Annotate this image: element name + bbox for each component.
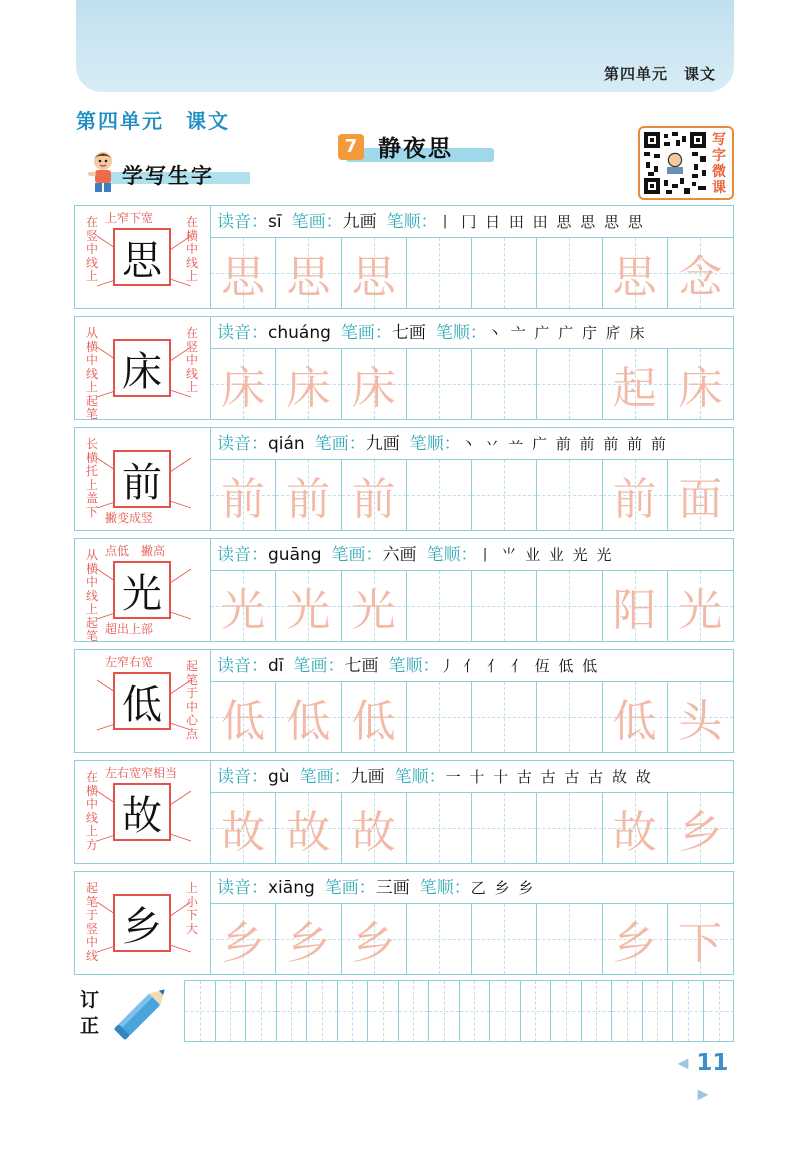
stroke-order-label: 笔顺： <box>409 434 461 454</box>
practice-cell[interactable] <box>603 238 668 308</box>
practice-cell[interactable] <box>603 682 668 752</box>
char-info-bar <box>211 539 733 571</box>
practice-cell[interactable] <box>668 682 733 752</box>
stroke-tip: 超出上部 <box>105 622 154 636</box>
model-character: 床 <box>113 339 171 397</box>
practice-cell[interactable] <box>472 793 537 863</box>
stroke-count-label: 笔画： <box>291 212 343 232</box>
char-row-2 <box>74 316 734 420</box>
practice-cell[interactable] <box>276 571 341 641</box>
stroke-order-label: 笔顺： <box>435 323 487 343</box>
pinyin-value: gù <box>268 767 290 787</box>
practice-cell[interactable] <box>537 793 602 863</box>
practice-cell[interactable] <box>407 460 472 530</box>
trace-character: 下 <box>678 918 723 969</box>
page-number: 11 <box>696 1050 729 1076</box>
reading-label: 读音： <box>217 434 268 454</box>
stroke-order-value: 丿 亻 亻 亻 仾 低 低 <box>439 657 600 675</box>
stroke-tip: 在横中线上方 <box>85 770 98 852</box>
stroke-order-label: 笔顺： <box>419 878 471 898</box>
practice-cell[interactable] <box>537 460 602 530</box>
char-info-bar <box>211 872 733 904</box>
qr-label: 写字微课 <box>712 132 726 196</box>
stroke-order-label: 笔顺： <box>394 767 446 787</box>
char-model-cell <box>75 317 211 419</box>
practice-cell[interactable] <box>668 904 733 974</box>
practice-grid <box>211 793 733 863</box>
practice-grid <box>211 904 733 974</box>
stroke-count-value: 九画 <box>365 434 400 454</box>
stroke-count-label: 笔画： <box>293 656 345 676</box>
stroke-tip: 左右宽窄相当 <box>105 766 178 780</box>
stroke-count-value: 三画 <box>375 878 410 898</box>
char-info-bar <box>211 428 733 460</box>
practice-cell[interactable] <box>211 682 276 752</box>
pinyin-value: qián <box>268 434 305 454</box>
unit-title: 第四单元 课文 <box>76 109 230 133</box>
practice-cell[interactable] <box>537 349 602 419</box>
stroke-count-label: 笔画： <box>331 545 383 565</box>
practice-grid <box>211 682 733 752</box>
practice-cell[interactable] <box>407 682 472 752</box>
trace-character: 床 <box>286 363 331 414</box>
char-info-bar <box>211 650 733 682</box>
practice-cell[interactable] <box>472 571 537 641</box>
char-row-3 <box>74 427 734 531</box>
stroke-tip: 在竖中线上 <box>185 326 198 394</box>
stroke-count-label: 笔画： <box>299 767 351 787</box>
correction-cell[interactable] <box>338 981 369 1041</box>
practice-cell[interactable] <box>668 571 733 641</box>
practice-cell[interactable] <box>603 349 668 419</box>
stroke-tip: 从横中线上起笔 <box>85 326 98 421</box>
trace-character: 阳 <box>612 585 657 636</box>
qr-card[interactable] <box>638 126 734 200</box>
model-character: 乡 <box>113 894 171 952</box>
trace-character: 乡 <box>351 918 396 969</box>
model-character: 光 <box>113 561 171 619</box>
stroke-count-value: 七画 <box>391 323 426 343</box>
practice-cell[interactable] <box>407 793 472 863</box>
model-character: 思 <box>113 228 171 286</box>
stroke-order-value: 丶 亠 广 广 庁 庍 床 <box>486 324 647 342</box>
practice-cell[interactable] <box>211 238 276 308</box>
correction-cell[interactable] <box>521 981 552 1041</box>
trace-character: 床 <box>678 363 723 414</box>
stroke-order-label: 笔顺： <box>386 212 438 232</box>
correction-cell[interactable] <box>490 981 521 1041</box>
practice-cell[interactable] <box>342 349 407 419</box>
trace-character: 前 <box>286 474 331 525</box>
trace-character: 低 <box>286 696 331 747</box>
practice-cell[interactable] <box>342 904 407 974</box>
correction-cell[interactable] <box>307 981 338 1041</box>
char-info-bar <box>211 761 733 793</box>
practice-cell[interactable] <box>603 571 668 641</box>
stroke-order-label: 笔顺： <box>388 656 440 676</box>
stroke-tip: 撇变成竖 <box>105 511 154 525</box>
reading-label: 读音： <box>217 323 268 343</box>
practice-grid <box>211 349 733 419</box>
stroke-order-value: 乙 乡 乡 <box>470 879 536 897</box>
trace-character: 光 <box>286 585 331 636</box>
header-breadcrumb: 第四单元 课文 <box>603 65 716 83</box>
lesson-title: 静夜思 <box>378 136 453 162</box>
stroke-tip: 起笔于中心点 <box>185 659 198 741</box>
practice-cell[interactable] <box>668 460 733 530</box>
trace-character: 头 <box>678 696 723 747</box>
correction-cell[interactable] <box>429 981 460 1041</box>
trace-character: 乡 <box>286 918 331 969</box>
correction-cell[interactable] <box>246 981 277 1041</box>
correction-cell[interactable] <box>704 981 735 1041</box>
trace-character: 起 <box>612 363 657 414</box>
char-model-cell <box>75 206 211 308</box>
correction-grid[interactable] <box>184 980 734 1042</box>
child-mascot-icon <box>86 150 120 194</box>
model-character: 故 <box>113 783 171 841</box>
stroke-order-value: 丶 丷 䒑 广 前 前 前 前 前 <box>460 435 668 453</box>
trace-character: 思 <box>612 252 657 303</box>
trace-character: 低 <box>221 696 266 747</box>
practice-cell[interactable] <box>472 904 537 974</box>
stroke-tip: 左窄右宽 <box>105 655 154 669</box>
reading-label: 读音： <box>217 545 268 565</box>
stroke-order-value: 丨 冂 日 田 田 思 思 思 思 <box>437 213 645 231</box>
pencil-icon <box>106 980 178 1044</box>
practice-cell[interactable] <box>537 904 602 974</box>
trace-character: 乡 <box>221 918 266 969</box>
stroke-count-label: 笔画： <box>340 323 392 343</box>
pinyin-value: dī <box>268 656 284 676</box>
qr-code-icon[interactable] <box>644 132 706 194</box>
char-model-cell <box>75 761 211 863</box>
trace-character: 思 <box>221 252 266 303</box>
stroke-order-value: 丨 ⺌ 业 业 光 光 <box>477 546 614 564</box>
reading-label: 读音： <box>217 878 268 898</box>
correction-label: 订正 <box>80 989 100 1037</box>
trace-character: 面 <box>678 474 723 525</box>
stroke-tip: 在横中线上 <box>185 215 198 283</box>
practice-cell[interactable] <box>407 238 472 308</box>
correction-cell[interactable] <box>460 981 491 1041</box>
trace-character: 低 <box>612 696 657 747</box>
practice-cell[interactable] <box>211 793 276 863</box>
char-row-1 <box>74 205 734 309</box>
practice-cell[interactable] <box>472 238 537 308</box>
stroke-count-value: 七画 <box>344 656 379 676</box>
trace-character: 床 <box>221 363 266 414</box>
trace-character: 思 <box>351 252 396 303</box>
practice-cell[interactable] <box>668 793 733 863</box>
correction-cell[interactable] <box>277 981 308 1041</box>
pinyin-value: chuáng <box>268 323 331 343</box>
practice-grid <box>211 238 733 308</box>
correction-cell[interactable] <box>399 981 430 1041</box>
practice-cell[interactable] <box>342 571 407 641</box>
practice-cell[interactable] <box>472 349 537 419</box>
practice-cell[interactable] <box>276 349 341 419</box>
correction-cell[interactable] <box>185 981 216 1041</box>
pinyin-value: sī <box>268 212 282 232</box>
char-row-5 <box>74 649 734 753</box>
practice-cell[interactable] <box>603 904 668 974</box>
correction-cell[interactable] <box>216 981 247 1041</box>
lesson-number: 7 <box>338 134 364 160</box>
trace-character: 乡 <box>612 918 657 969</box>
practice-cell[interactable] <box>211 349 276 419</box>
practice-cell[interactable] <box>537 682 602 752</box>
char-model-cell <box>75 872 211 974</box>
trace-character: 故 <box>612 807 657 858</box>
trace-character: 前 <box>612 474 657 525</box>
section-heading <box>86 150 256 194</box>
char-row-7 <box>74 871 734 975</box>
stroke-tip: 长横托上盖下 <box>85 437 98 519</box>
practice-cell[interactable] <box>603 460 668 530</box>
stroke-tip: 起笔于竖中线 <box>85 881 98 963</box>
practice-cell[interactable] <box>276 238 341 308</box>
stroke-count-value: 九画 <box>342 212 377 232</box>
trace-character: 低 <box>351 696 396 747</box>
trace-character: 前 <box>351 474 396 525</box>
practice-cell[interactable] <box>342 460 407 530</box>
stroke-tip: 上窄下宽 <box>105 211 154 225</box>
trace-character: 床 <box>351 363 396 414</box>
practice-cell[interactable] <box>472 682 537 752</box>
practice-cell[interactable] <box>342 682 407 752</box>
lesson-heading <box>338 130 498 164</box>
stroke-tip: 在竖中线上 <box>85 215 98 283</box>
practice-grid <box>211 460 733 530</box>
practice-cell[interactable] <box>211 904 276 974</box>
correction-cell[interactable] <box>673 981 704 1041</box>
practice-grid <box>211 571 733 641</box>
trace-character: 光 <box>351 585 396 636</box>
practice-cell[interactable] <box>276 682 341 752</box>
section-title: 学写生字 <box>122 164 214 188</box>
model-character: 低 <box>113 672 171 730</box>
trace-character: 光 <box>221 585 266 636</box>
char-info-bar <box>211 317 733 349</box>
char-row-4 <box>74 538 734 642</box>
practice-cell[interactable] <box>407 904 472 974</box>
correction-cell[interactable] <box>643 981 674 1041</box>
practice-cell[interactable] <box>668 238 733 308</box>
reading-label: 读音： <box>217 656 268 676</box>
char-info-bar <box>211 206 733 238</box>
stroke-count-value: 九画 <box>350 767 385 787</box>
stroke-tip: 点低 撇高 <box>105 544 166 558</box>
model-character: 前 <box>113 450 171 508</box>
practice-cell[interactable] <box>407 349 472 419</box>
stroke-tip: 从横中线上起笔 <box>85 548 98 643</box>
trace-character: 故 <box>221 807 266 858</box>
practice-cell[interactable] <box>211 571 276 641</box>
trace-character: 念 <box>678 252 723 303</box>
page-nav <box>670 1048 736 1102</box>
practice-cell[interactable] <box>668 349 733 419</box>
stroke-tip: 上小下大 <box>185 881 198 936</box>
correction-cell[interactable] <box>612 981 643 1041</box>
correction-cell[interactable] <box>582 981 613 1041</box>
stroke-count-label: 笔画： <box>314 434 366 454</box>
header-banner <box>76 0 734 92</box>
practice-cell[interactable] <box>537 238 602 308</box>
stroke-order-label: 笔顺： <box>426 545 478 565</box>
practice-cell[interactable] <box>342 238 407 308</box>
char-row-6 <box>74 760 734 864</box>
practice-cell[interactable] <box>472 460 537 530</box>
char-model-cell <box>75 650 211 752</box>
stroke-count-label: 笔画： <box>324 878 376 898</box>
practice-cell[interactable] <box>276 793 341 863</box>
next-page-arrow-icon[interactable]: ▶ <box>697 1086 709 1102</box>
trace-character: 故 <box>286 807 331 858</box>
stroke-count-value: 六画 <box>382 545 417 565</box>
reading-label: 读音： <box>217 212 268 232</box>
pinyin-value: guāng <box>268 545 322 565</box>
practice-cell[interactable] <box>276 904 341 974</box>
practice-cell[interactable] <box>211 460 276 530</box>
stroke-order-value: 一 十 十 古 古 古 古 故 故 <box>445 768 653 786</box>
prev-page-arrow-icon[interactable]: ◀ <box>677 1055 689 1072</box>
trace-character: 故 <box>351 807 396 858</box>
trace-character: 前 <box>221 474 266 525</box>
reading-label: 读音： <box>217 767 268 787</box>
char-model-cell <box>75 539 211 641</box>
practice-cell[interactable] <box>407 571 472 641</box>
practice-cell[interactable] <box>603 793 668 863</box>
practice-cell[interactable] <box>342 793 407 863</box>
trace-character: 光 <box>678 585 723 636</box>
char-model-cell <box>75 428 211 530</box>
trace-character: 乡 <box>678 807 723 858</box>
practice-cell[interactable] <box>276 460 341 530</box>
correction-cell[interactable] <box>368 981 399 1041</box>
correction-cell[interactable] <box>551 981 582 1041</box>
pinyin-value: xiāng <box>268 878 315 898</box>
practice-cell[interactable] <box>537 571 602 641</box>
trace-character: 思 <box>286 252 331 303</box>
